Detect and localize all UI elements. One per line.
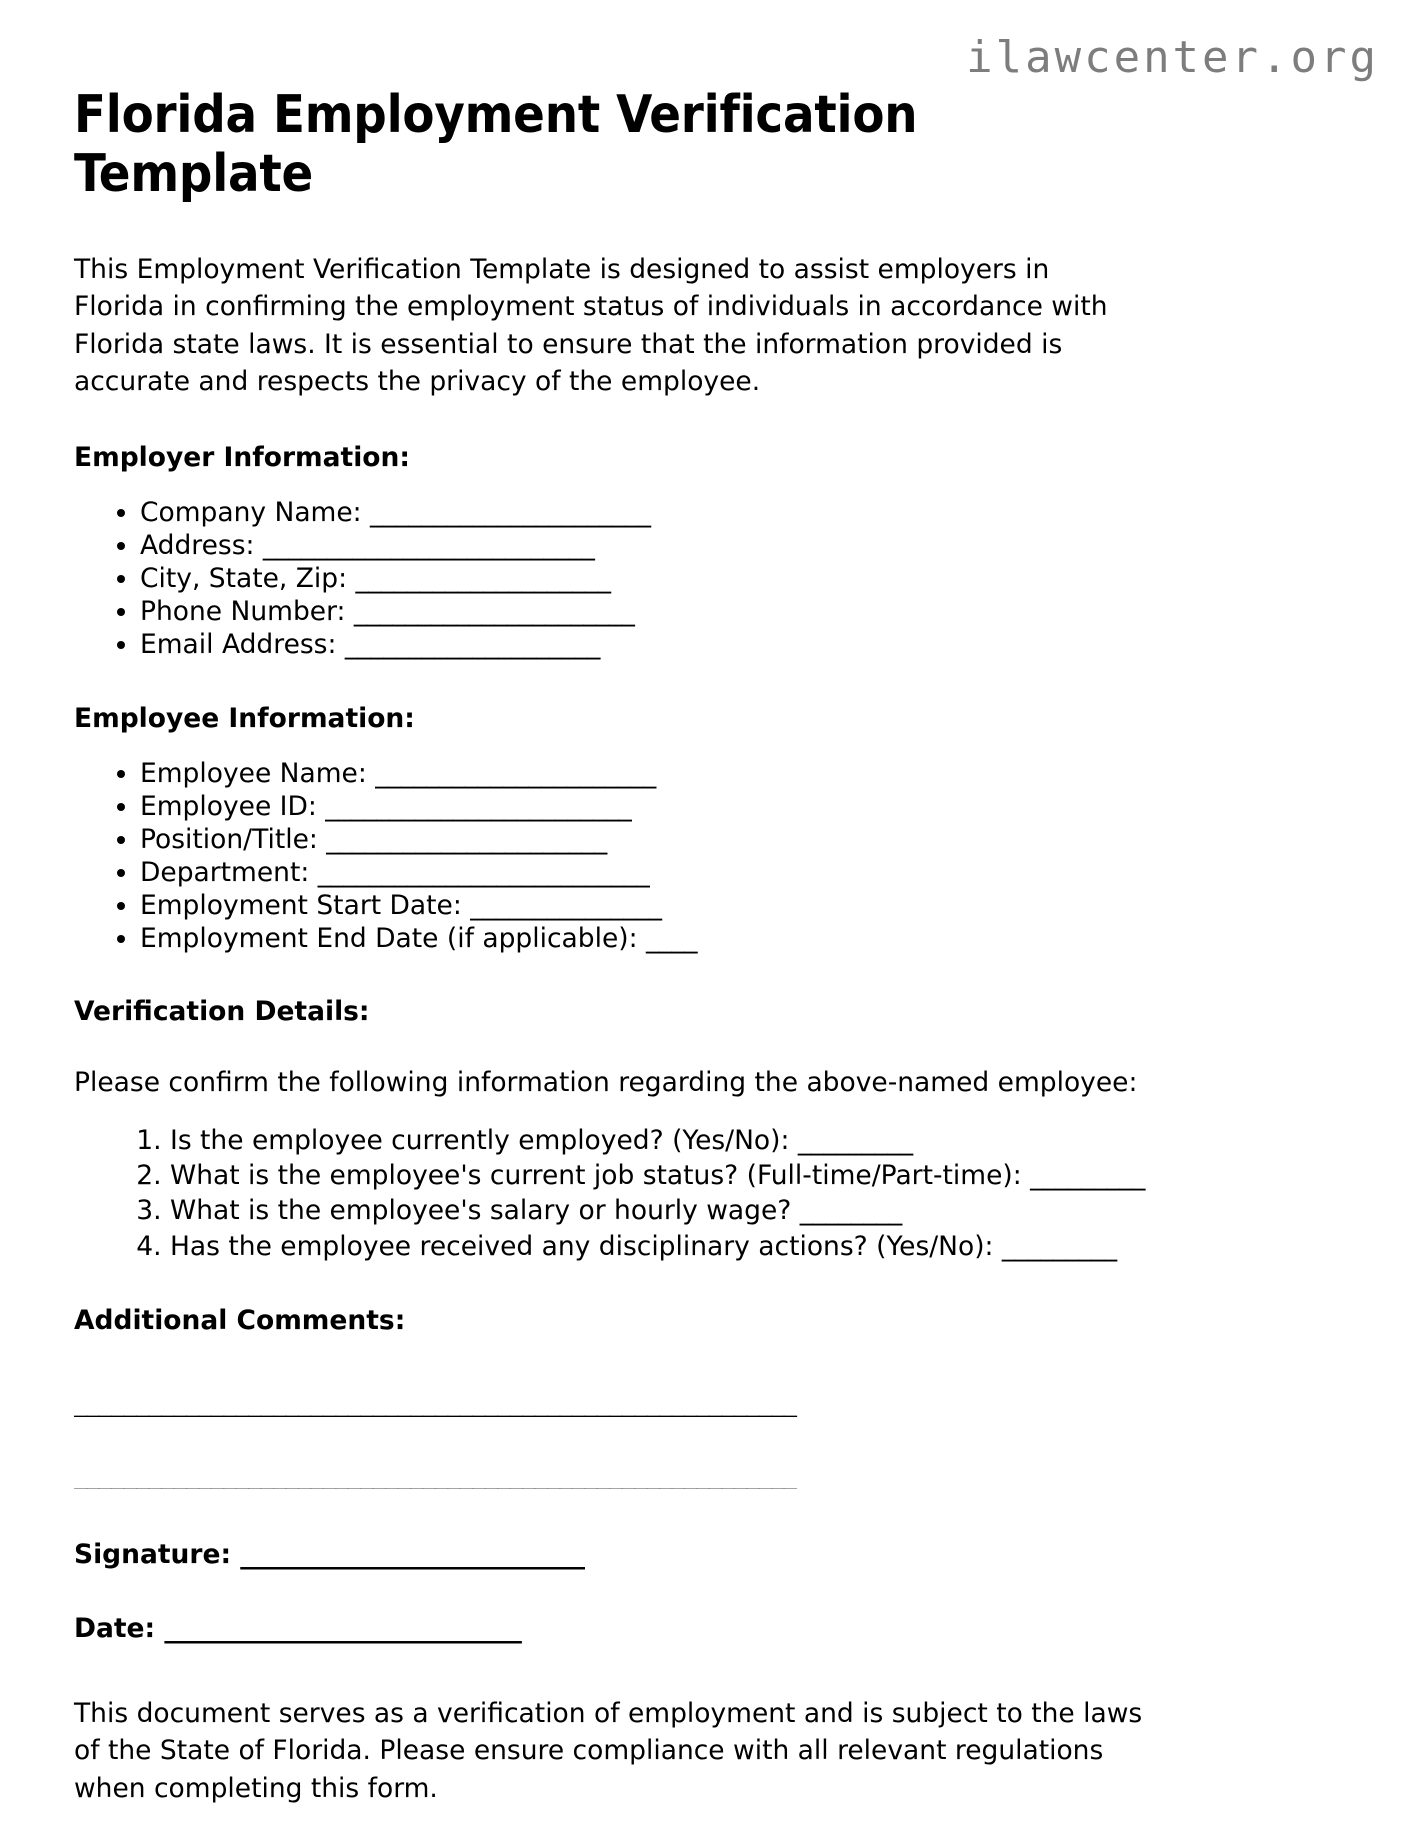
field-label: Employee ID: <box>140 791 317 823</box>
signature-blank[interactable]: ___________________________ <box>240 1539 585 1571</box>
date-line <box>74 1613 1339 1645</box>
field-blank[interactable]: ______________________ <box>326 823 607 855</box>
field-label: Address: <box>140 530 255 562</box>
date-blank[interactable]: ____________________________ <box>164 1613 522 1645</box>
employer-field-list <box>74 497 1339 661</box>
field-blank[interactable]: ______________________ <box>375 758 656 790</box>
list-item <box>170 1158 1339 1193</box>
question-text: Is the employee currently employed? (Yes/No): <box>170 1124 790 1156</box>
field-blank[interactable]: ____ <box>645 922 697 954</box>
closing-paragraph: This document serves as a verification of employment and is subject to the laws of the State of Florida. Please ensure compliance with all relevant regulations when completing this form. <box>74 1697 1143 1805</box>
field-blank[interactable]: ____________________ <box>355 563 611 595</box>
site-watermark: ilawcenter.org <box>966 32 1379 83</box>
list-item <box>140 563 1339 596</box>
field-blank[interactable]: __________________________ <box>317 856 650 888</box>
list-item <box>140 497 1339 530</box>
field-label: Position/Title: <box>140 823 318 855</box>
comment-blank-line-1[interactable]: __________________________________________________________ <box>74 1390 797 1417</box>
field-blank[interactable]: ______________________ <box>370 497 651 529</box>
field-blank[interactable]: _______________ <box>470 889 662 921</box>
list-item <box>140 857 1339 890</box>
list-item <box>140 890 1339 923</box>
verification-details-heading: Verification Details: <box>74 996 370 1028</box>
verification-question-list <box>74 1123 1339 1264</box>
verification-lead-paragraph: Please confirm the following information regarding the above-named employee: <box>74 1066 1138 1098</box>
signature-line <box>74 1539 1339 1571</box>
question-text: Has the employee received any disciplinary actions? (Yes/No): <box>170 1230 994 1262</box>
intro-paragraph: This Employment Verification Template is designed to assist employers in Florida in confirming the employment status of individuals in accordance with Florida state laws. It is essential to ensure that the information provided is accurate and respects the privacy of the employee. <box>74 253 1108 398</box>
field-label: Phone Number: <box>140 596 346 628</box>
page-title: Florida Employment Verification Template <box>74 85 918 205</box>
question-text: What is the employee's current job status? (Full-time/Part-time): <box>170 1160 1022 1192</box>
employee-field-list <box>74 758 1339 955</box>
field-label: Employee Name: <box>140 758 367 790</box>
field-label: Employment End Date (if applicable): <box>140 922 638 954</box>
list-item <box>140 596 1339 629</box>
additional-comments-heading: Additional Comments: <box>74 1304 406 1336</box>
list-item <box>170 1193 1339 1228</box>
field-label: Department: <box>140 856 310 888</box>
field-label: Employment Start Date: <box>140 889 462 921</box>
question-blank[interactable]: ________ <box>799 1195 902 1227</box>
signature-label: Signature: <box>74 1539 232 1571</box>
question-blank[interactable]: _________ <box>1001 1230 1117 1262</box>
field-label: City, State, Zip: <box>140 563 348 595</box>
comment-blank-line-2[interactable]: __________________________________________________________ <box>74 1462 797 1490</box>
field-blank[interactable]: ______________________ <box>353 596 635 628</box>
employer-information-heading: Employer Information: <box>74 442 410 474</box>
question-blank[interactable]: _________ <box>1030 1160 1145 1192</box>
question-text: What is the employee's salary or hourly wage? <box>170 1195 792 1227</box>
date-label: Date: <box>74 1613 156 1645</box>
list-item <box>140 530 1339 563</box>
question-blank[interactable]: _________ <box>797 1124 913 1156</box>
field-blank[interactable]: __________________________ <box>262 530 595 562</box>
field-label: Company Name: <box>140 497 362 529</box>
list-item <box>140 923 1339 956</box>
list-item <box>140 791 1339 824</box>
field-label: Email Address: <box>140 628 337 660</box>
field-blank[interactable]: ____________________ <box>344 628 600 660</box>
employee-information-heading: Employee Information: <box>74 702 415 734</box>
list-item <box>140 758 1339 791</box>
list-item <box>170 1123 1339 1158</box>
field-blank[interactable]: ________________________ <box>325 791 632 823</box>
list-item <box>140 629 1339 662</box>
list-item <box>140 824 1339 857</box>
list-item <box>170 1229 1339 1264</box>
